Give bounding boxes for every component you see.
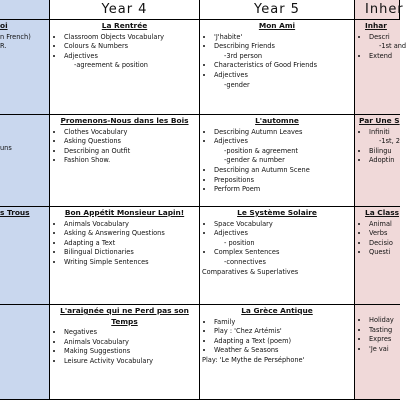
list-item: • Animals Vocabulary	[64, 220, 199, 230]
sub-item: -agreement & position	[74, 61, 148, 70]
list-item: • 'Je vai	[369, 345, 400, 355]
year5-cell-2	[200, 115, 355, 207]
list-item: • Expres	[369, 335, 400, 345]
left-cell-3	[0, 207, 50, 305]
list-item: • Adoptin	[369, 156, 400, 166]
year5-cell-4	[200, 305, 355, 400]
list-item: • Questi	[369, 248, 400, 258]
list-item: • Holiday	[369, 316, 400, 326]
year5-unit-title: La Grèce Antique	[241, 306, 313, 315]
list-item: • Animals Vocabulary	[64, 338, 199, 348]
year6-unit-title: La Class	[365, 208, 400, 217]
sub-item: - position	[224, 238, 255, 247]
list-item: • Classroom Objects Vocabulary	[64, 33, 199, 43]
year6-unit-title: Par Une S	[359, 116, 400, 125]
left-line: uns	[0, 143, 12, 152]
year6-header: Inher	[355, 0, 400, 20]
list-item: • Describing Friends	[214, 42, 354, 52]
year5-cell-1	[200, 20, 355, 115]
list-item: • Asking Questions	[64, 137, 199, 147]
list-item: • Verbs	[369, 229, 400, 239]
year5-cell-3	[200, 207, 355, 305]
sub-item: -1st and	[379, 42, 406, 51]
tail-line: Comparatives & Superlatives	[202, 267, 299, 276]
list-item: • Bilingu	[369, 147, 400, 157]
year5-unit-title: Mon Ami	[258, 21, 296, 30]
year4-unit-title: L'araignée qui ne Perd pas son	[60, 306, 189, 315]
list-item: • Play : 'Chez Artémis'	[214, 327, 354, 337]
list-item: • Prepositions	[214, 176, 354, 186]
list-item: • Family	[214, 318, 354, 328]
sub-item: -1st, 2	[379, 137, 400, 146]
year6-unit-title: Inhar	[365, 21, 387, 30]
list-item: • Adjectives	[214, 71, 354, 81]
year4-cell-1	[50, 20, 200, 115]
list-item: • Tasting	[369, 326, 400, 336]
list-item: • Adjectives	[214, 137, 354, 147]
list-item: • Animal	[369, 220, 400, 230]
left-cell-2	[0, 115, 50, 207]
tail-line: Play: 'Le Mythe de Perséphone'	[202, 355, 305, 364]
year5-unit-title: Le Système Solaire	[237, 208, 317, 217]
list-item: • Adapting a Text	[64, 239, 199, 249]
list-item: • Perform Poem	[214, 185, 354, 195]
left-header-cell	[0, 0, 50, 20]
year4-cell-4	[50, 305, 200, 400]
left-line: R.	[0, 42, 7, 51]
left-cell-3-title: s Trous	[0, 208, 30, 217]
year6-cell-1	[355, 20, 406, 115]
year4-cell-3	[50, 207, 200, 305]
list-item: • Writing Simple Sentences	[64, 258, 199, 268]
year4-unit-title: Promenons-Nous dans les Bois	[60, 116, 189, 125]
list-item: • Leisure Activity Vocabulary	[64, 357, 199, 367]
sub-item: -connectives	[224, 257, 266, 266]
year5-unit-title: L'automne	[255, 116, 299, 125]
list-item: • Weather & Seasons	[214, 346, 354, 356]
list-item: • Fashion Show.	[64, 156, 199, 166]
list-item: • Describing an Outfit	[64, 147, 199, 157]
list-item: • Clothes Vocabulary	[64, 128, 199, 138]
year6-cell-4	[355, 305, 400, 400]
year6-cell-2	[355, 115, 400, 207]
list-item: • Decisio	[369, 239, 400, 249]
list-item: • Descri	[369, 33, 400, 43]
list-item: • Negatives	[64, 328, 199, 338]
year5-header: Year 5	[200, 0, 355, 20]
list-item: • Adjectives	[214, 229, 354, 239]
sub-item: -position & agreement	[224, 146, 298, 155]
year4-unit-title: Bon Appétit Monsieur Lapin!	[64, 208, 185, 217]
left-cell-1-title: oi	[0, 21, 8, 30]
left-cell-4	[0, 305, 50, 400]
sub-item: -gender	[224, 80, 250, 89]
list-item: • Characteristics of Good Friends	[214, 61, 354, 71]
list-item: • Colours & Numbers	[64, 42, 199, 52]
year4-unit-title-cont: Temps	[111, 316, 138, 326]
list-item: • Adapting a Text (poem)	[214, 337, 354, 347]
list-item: • Adjectives	[64, 52, 199, 62]
list-item: • Infiniti	[369, 128, 400, 138]
list-item: • Describing an Autumn Scene	[214, 166, 354, 176]
list-item: • Bilingual Dictionaries	[64, 248, 199, 258]
sub-item: -3rd person	[224, 51, 263, 60]
list-item: • Complex Sentences	[214, 248, 354, 258]
list-item: • Describing Autumn Leaves	[214, 128, 354, 138]
left-line: n French)	[0, 32, 31, 41]
year4-unit-title: La Rentrée	[101, 21, 148, 30]
year6-cell-3	[355, 207, 400, 305]
year4-cell-2	[50, 115, 200, 207]
list-item: • Making Suggestions	[64, 347, 199, 357]
list-item: • Asking & Answering Questions	[64, 229, 199, 239]
left-cell-1	[0, 20, 50, 115]
sub-item: -gender & number	[224, 156, 285, 165]
year4-header: Year 4	[50, 0, 200, 20]
list-item: • 'J'habite'	[214, 33, 354, 43]
list-item: • Space Vocabulary	[214, 220, 354, 230]
list-item: • Extend	[369, 52, 400, 62]
